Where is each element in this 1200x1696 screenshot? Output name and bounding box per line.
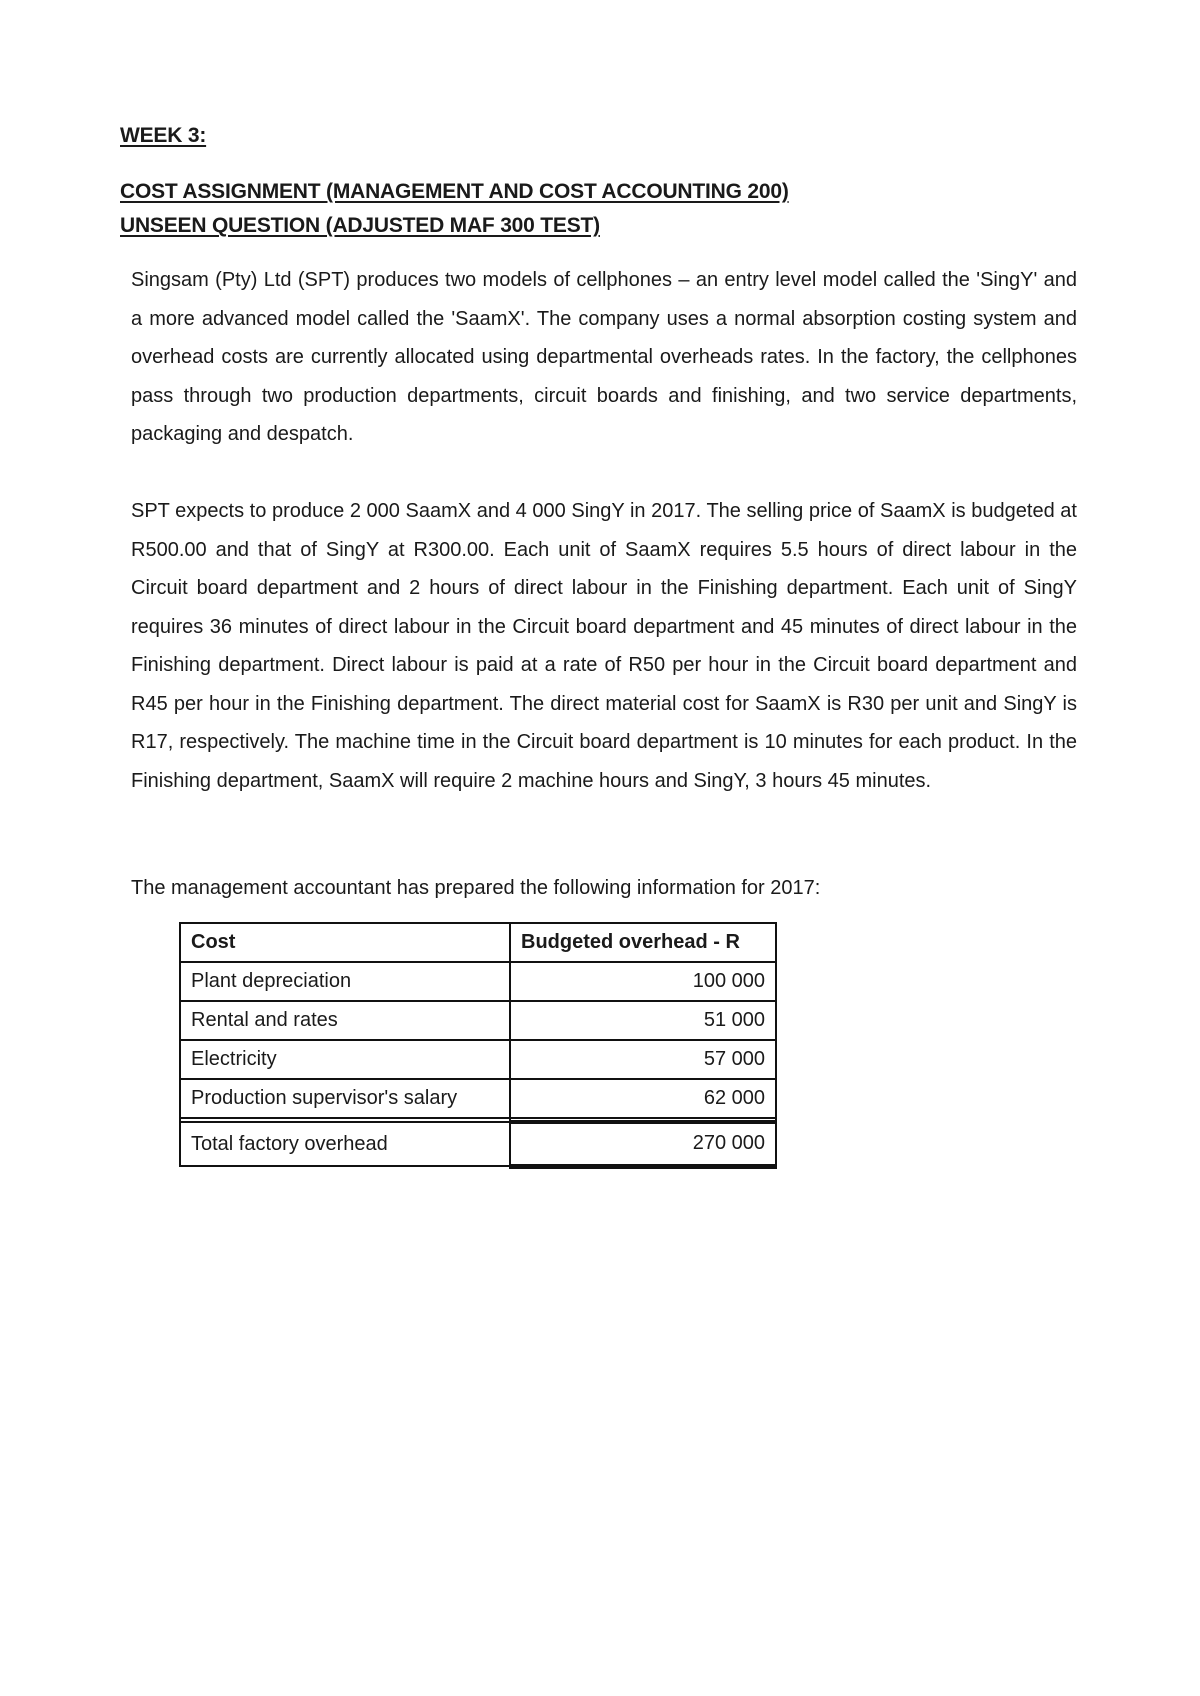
amount-cell: 51 000	[510, 1001, 776, 1040]
document-title: COST ASSIGNMENT (MANAGEMENT AND COST ACCOUNTING 200)	[120, 180, 789, 203]
intro-paragraph: Singsam (Pty) Ltd (SPT) produces two models of cellphones – an entry level model called the 'SingY' and a more advanced model called the 'SaamX'. The company uses a normal absorption costing system and overhead costs are currently allocated using departmental overheads rates. In the factory, the cellphones pass through two production departments, circuit boards and finishing, and two service departments, packaging and despatch.	[131, 269, 1077, 445]
table-row	[180, 1040, 776, 1079]
column-header-budgeted-overhead: Budgeted overhead - R	[510, 923, 776, 962]
cost-cell: Electricity	[180, 1040, 510, 1079]
table-row	[180, 1079, 776, 1118]
amount-cell: 62 000	[510, 1079, 776, 1118]
cost-cell: Production supervisor's salary	[180, 1079, 510, 1118]
table-row	[180, 1001, 776, 1040]
amount-cell: 100 000	[510, 962, 776, 1001]
overhead-table	[179, 922, 777, 1169]
week-heading: WEEK 3:	[120, 124, 207, 147]
table-header-row	[180, 923, 776, 962]
production-details-paragraph: SPT expects to produce 2 000 SaamX and 4 000 SingY in 2017. The selling price of SaamX is budgeted at R500.00 and that of SingY at R300.00. Each unit of SaamX requires 5.5 hours of direct labour in the Circuit board department and 2 hours of direct labour in the Finishing department. Each unit of SingY requires 36 minutes of direct labour in the Circuit board department and 45 minutes of direct labour in the Finishing department. Direct labour is paid at a rate of R50 per hour in the Circuit board department and R45 per hour in the Finishing department. The direct material cost for SaamX is R30 per unit and SingY is R17, respectively. The machine time in the Circuit board department is 10 minutes for each product. In the Finishing department, SaamX will require 2 machine hours and SingY, 3 hours 45 minutes.	[131, 500, 1077, 792]
cost-cell: Plant depreciation	[180, 962, 510, 1001]
document-subtitle: UNSEEN QUESTION (ADJUSTED MAF 300 TEST)	[120, 214, 600, 237]
cost-cell: Rental and rates	[180, 1001, 510, 1040]
amount-cell: 57 000	[510, 1040, 776, 1079]
total-label-cell: Total factory overhead	[180, 1122, 510, 1166]
table-row	[180, 962, 776, 1001]
table-intro-paragraph: The management accountant has prepared the following information for 2017:	[131, 877, 821, 899]
table-total-row	[180, 1122, 776, 1166]
total-amount-cell: 270 000	[510, 1122, 776, 1166]
column-header-cost: Cost	[180, 923, 510, 962]
